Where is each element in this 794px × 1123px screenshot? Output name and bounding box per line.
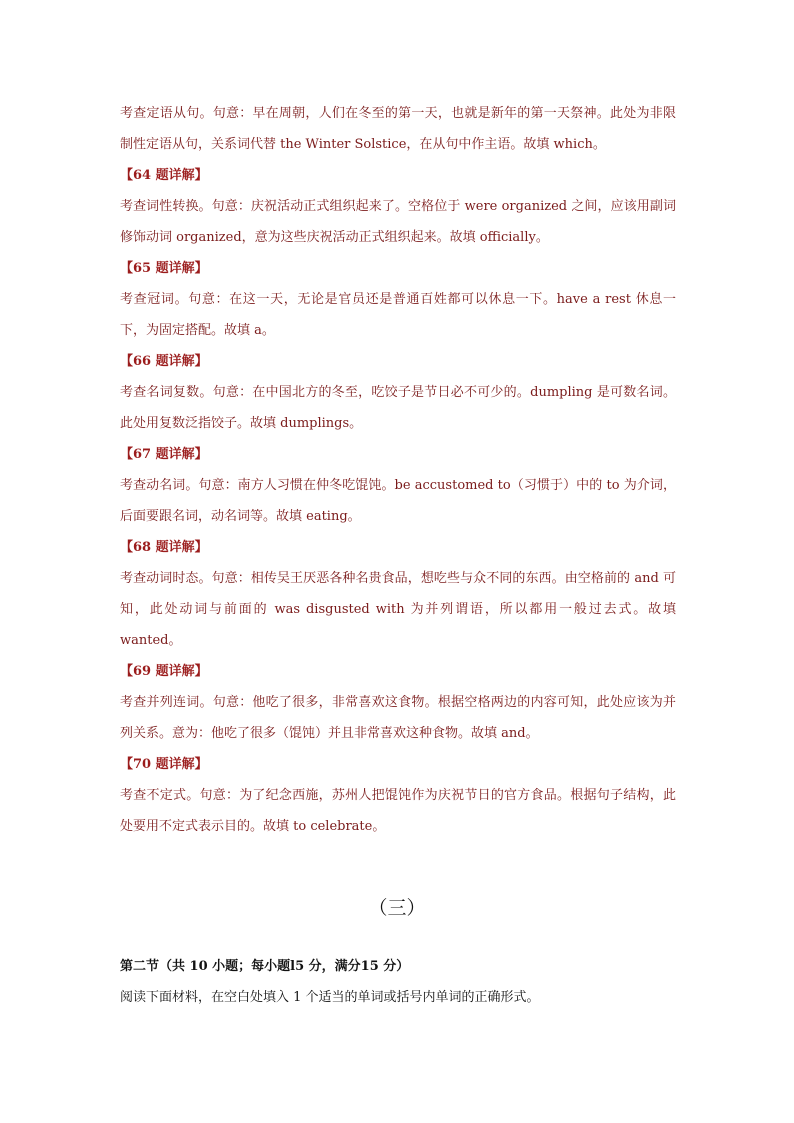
explanation-69: 考查并列连词。句意：他吃了很多，非常喜欢这食物。根据空格两边的内容可知，此处应该为并列关系。意为：他吃了很多（馄饨）并且非常喜欢这种食物。故填 and。 bbox=[120, 695, 676, 741]
explanation-70: 考查不定式。句意：为了纪念西施，苏州人把馄饨作为庆祝节日的官方食品。根据句子结构，此处要用不定式表示目的。故填 to celebrate。 bbox=[120, 788, 676, 834]
explanation-65: 考查冠词。句意：在这一天，无论是官员还是普通百姓都可以休息一下。have a rest 休息一下，为固定搭配。故填 a。 bbox=[120, 292, 676, 338]
answer-explanations bbox=[120, 98, 676, 842]
heading-67: 【67 题详解】 bbox=[120, 447, 208, 462]
explanation-63: 考查定语从句。句意：早在周朝，人们在冬至的第一天，也就是新年的第一天祭神。此处为非限制性定语从句，关系词代替 the Winter Solstice，在从句中作主语。故填 which。 bbox=[120, 106, 676, 152]
section-instruction: 阅读下面材料，在空白处填入 1 个适当的单词或括号内单词的正确形式。 bbox=[120, 990, 540, 1005]
explanation-67: 考查动名词。句意：南方人习惯在仲冬吃馄饨。be accustomed to（习惯于）中的 to 为介词，后面要跟名词，动名词等。故填 eating。 bbox=[120, 478, 676, 524]
explanation-68: 考查动词时态。句意：相传吴王厌恶各种名贵食品，想吃些与众不同的东西。由空格前的 and 可知，此处动词与前面的 was disgusted with 为并列谓语，所以都用一般过去式。故填 wanted。 bbox=[120, 571, 676, 648]
heading-66: 【66 题详解】 bbox=[120, 354, 208, 369]
explanation-64: 考查词性转换。句意：庆祝活动正式组织起来了。空格位于 were organized 之间，应该用副词修饰动词 organized，意为这些庆祝活动正式组织起来。故填 officially。 bbox=[120, 199, 676, 245]
heading-70: 【70 题详解】 bbox=[120, 757, 208, 772]
heading-68: 【68 题详解】 bbox=[120, 540, 208, 555]
explanation-66: 考查名词复数。句意：在中国北方的冬至，吃饺子是节日必不可少的。dumpling 是可数名词。此处用复数泛指饺子。故填 dumplings。 bbox=[120, 385, 676, 431]
section-heading: 第二节（共 10 小题；每小题l5 分，满分15 分） bbox=[120, 959, 410, 974]
heading-65: 【65 题详解】 bbox=[120, 261, 208, 276]
heading-64: 【64 题详解】 bbox=[120, 168, 208, 183]
heading-69: 【69 题详解】 bbox=[120, 664, 208, 679]
section-title: （三） bbox=[368, 897, 426, 919]
